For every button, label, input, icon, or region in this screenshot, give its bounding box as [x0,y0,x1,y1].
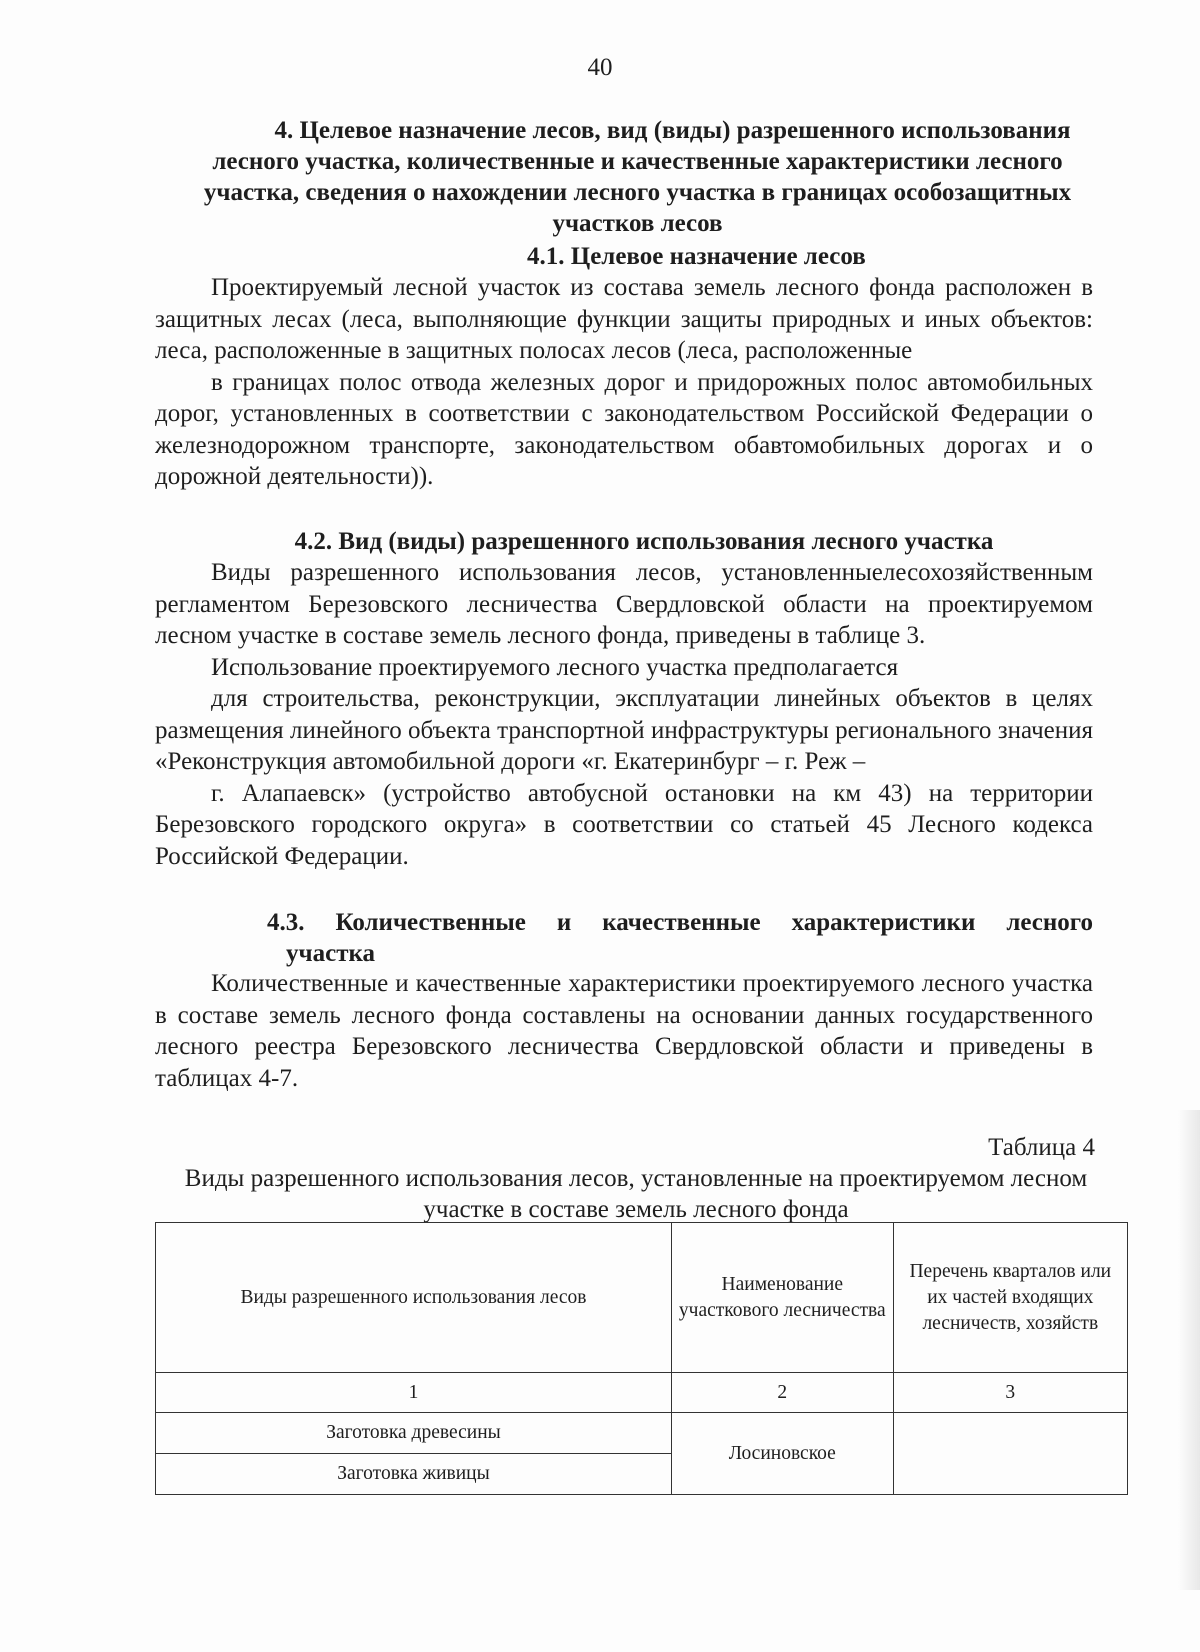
table-4 [155,1222,1128,1495]
table-caption: Виды разрешенного использования лесов, установленные на проектируемом лесном участке в составе земель лесного фонда [184,1165,1088,1223]
table-cell-forestry: Лосиновское [671,1413,893,1495]
section-4-1-heading: 4.1. Целевое назначение лесов [527,243,866,270]
table-column-number: 1 [156,1373,672,1413]
section-4-3-heading [267,907,1093,969]
table-column-number-row [156,1373,1128,1413]
paragraph: Виды разрешенного использования лесов, установленныелесохозяйственным регламентом Березовского лесничества Свердловской области на проектируемом лесном участке в составе земель лесного фонда, приведены в таблице 3. [155,559,1093,649]
section-4-3-heading-line: участка [286,940,376,967]
page-number: 40 [587,54,613,81]
table-cell-use-type: Заготовка древесины [156,1413,672,1454]
paragraph: в границах полос отвода железных дорог и придорожных полос автомобильных дорог, установленных в соответствии с законодательством Российской Федерации о железнодорожном транспорте, законодательством обавтомобильных дорогах и о дорожной деятельности)). [155,368,1093,490]
paragraph: для строительства, реконструкции, эксплуатации линейных объектов в целях размещения линейного объекта транспортной инфраструктуры регионального значения «Реконструкция автомобильной дороги «г. Екатеринбург – г. Реж – [155,685,1093,775]
section-4-3-body [155,968,1093,1094]
section-4-title [155,115,1120,239]
section-4-2-heading: 4.2. Вид (виды) разрешенного использования лесного участка [294,528,994,555]
section-4-2-body [155,557,1093,872]
table-cell-quarters [893,1413,1127,1495]
section-4-title-line: участков лесов [552,210,723,237]
table-header-cell: Виды разрешенного использования лесов [156,1223,672,1373]
section-4-3-heading-line: 4.3. Количественные и качественные характеристики лесного [267,909,1093,936]
table-header-cell: Перечень кварталов или их частей входящих лесничеств, хозяйств [893,1223,1127,1373]
paragraph: Проектируемый лесной участок из состава земель лесного фонда расположен в защитных лесах (леса, выполняющие функции защиты природных и иных объектов: леса, расположенные в защитных полосах лесов (леса, расположенные [155,274,1093,364]
table-row [156,1413,1128,1454]
paragraph: Количественные и качественные характеристики проектируемого лесного участка в составе земель лесного фонда составлены на основании данных государственного лесного реестра Березовского лесничества Свердловской области и приведены в таблицах 4-7. [155,970,1093,1092]
table-column-number: 2 [671,1373,893,1413]
table-cell-use-type: Заготовка живицы [156,1454,672,1495]
section-4-title-line: 4. Целевое назначение лесов, вид (виды) разрешенного использования [274,117,1071,144]
paragraph: Использование проектируемого лесного участка предполагается [211,653,899,681]
scan-edge-shadow [1178,1110,1200,1590]
section-4-1-body [155,272,1093,493]
table-number-label: Таблица 4 [988,1134,1095,1161]
section-4-title-line: лесного участка, количественные и качественные характеристики лесного [212,148,1063,175]
table-column-number: 3 [893,1373,1127,1413]
paragraph: г. Алапаевск» (устройство автобусной остановки на км 43) на территории Березовского городского округа» в соответствии со статьей 45 Лесного кодекса Российской Федерации. [155,779,1093,870]
table-header-cell: Наименование участкового лесничества [671,1223,893,1373]
section-4-title-line: участка, сведения о нахождении лесного участка в границах особозащитных [203,179,1072,206]
table-header-row [156,1223,1128,1373]
